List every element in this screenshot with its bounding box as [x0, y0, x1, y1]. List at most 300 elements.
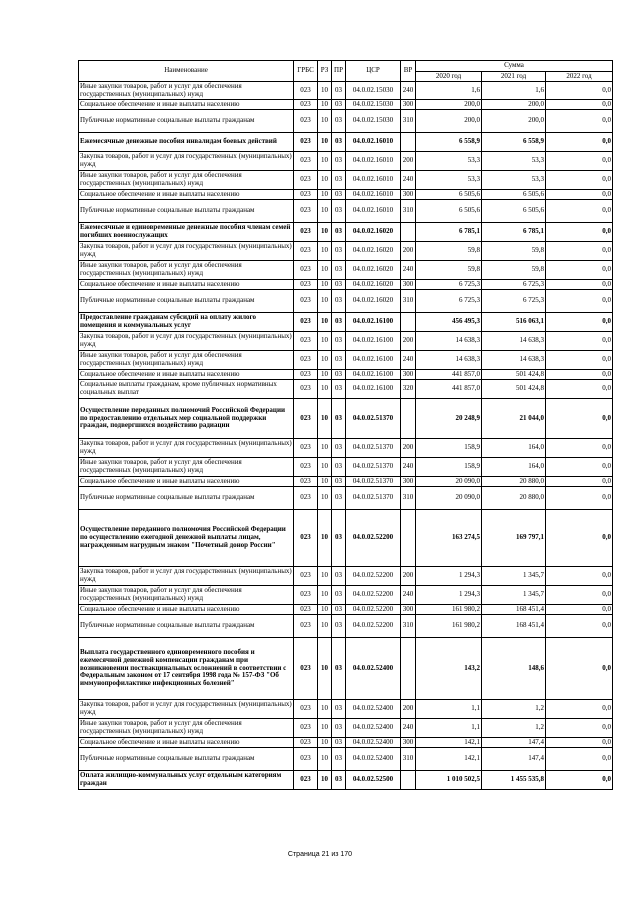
budget-table: [78, 60, 613, 790]
cell-name: Публичные нормативные социальные выплаты гражданам: [79, 110, 294, 133]
cell-vr: 240: [401, 82, 416, 100]
cell-vr: [401, 313, 416, 332]
cell-csr: 04.0.02.16020: [346, 280, 401, 290]
cell-csr: 04.0.02.52200: [346, 586, 401, 605]
cell-csr: 04.0.02.16100: [346, 332, 401, 351]
cell-vr: 240: [401, 719, 416, 738]
cell-pr: 03: [332, 351, 346, 370]
cell-rz: 10: [318, 510, 332, 567]
cell-vr: 310: [401, 110, 416, 133]
cell-2022: 0,0: [546, 771, 613, 790]
cell-name: Публичные нормативные социальные выплаты гражданам: [79, 487, 294, 510]
cell-csr: 04.0.02.16010: [346, 152, 401, 171]
table-row: [79, 370, 613, 380]
cell-2022: 0,0: [546, 261, 613, 280]
cell-rz: 10: [318, 370, 332, 380]
cell-grbs: 023: [294, 200, 318, 223]
cell-2020: 6 725,3: [416, 280, 482, 290]
cell-grbs: 023: [294, 567, 318, 586]
table-row: [79, 738, 613, 748]
table-row: [79, 700, 613, 719]
cell-2021: 59,8: [482, 261, 546, 280]
cell-pr: 03: [332, 223, 346, 242]
cell-name: Социальные выплаты гражданам, кроме публичных нормативных социальных выплат: [79, 380, 294, 399]
cell-2022: 0,0: [546, 223, 613, 242]
cell-csr: 04.0.02.16020: [346, 223, 401, 242]
cell-pr: 03: [332, 439, 346, 458]
cell-2022: 0,0: [546, 100, 613, 110]
cell-vr: 310: [401, 290, 416, 313]
table-row: [79, 567, 613, 586]
cell-2020: 161 980,2: [416, 605, 482, 615]
cell-pr: 03: [332, 567, 346, 586]
cell-name: Ежемесячные и единовременные денежные пособия членам семей погибших военнослужащих: [79, 223, 294, 242]
cell-2020: 59,8: [416, 261, 482, 280]
cell-name: Закупка товаров, работ и услуг для государственных (муниципальных) нужд: [79, 242, 294, 261]
cell-name: Иные закупки товаров, работ и услуг для обеспечения государственных (муниципальных) нужд: [79, 351, 294, 370]
cell-name: Иные закупки товаров, работ и услуг для обеспечения государственных (муниципальных) нужд: [79, 82, 294, 100]
cell-grbs: 023: [294, 351, 318, 370]
cell-pr: 03: [332, 586, 346, 605]
cell-vr: 310: [401, 615, 416, 638]
cell-2021: 21 044,0: [482, 399, 546, 439]
cell-2020: 158,9: [416, 458, 482, 477]
header-vr: ВР: [401, 61, 416, 82]
table-body: [79, 82, 613, 790]
table-row: [79, 510, 613, 567]
cell-vr: 200: [401, 567, 416, 586]
cell-vr: 310: [401, 487, 416, 510]
cell-pr: 03: [332, 615, 346, 638]
table-row: [79, 439, 613, 458]
cell-pr: 03: [332, 458, 346, 477]
cell-vr: 200: [401, 700, 416, 719]
cell-vr: [401, 399, 416, 439]
cell-csr: 04.0.02.52400: [346, 738, 401, 748]
cell-csr: 04.0.02.16020: [346, 290, 401, 313]
cell-csr: 04.0.02.52400: [346, 748, 401, 771]
cell-pr: 03: [332, 133, 346, 152]
cell-rz: 10: [318, 82, 332, 100]
cell-rz: 10: [318, 171, 332, 190]
cell-2022: 0,0: [546, 719, 613, 738]
cell-2021: 501 424,8: [482, 370, 546, 380]
cell-name: Осуществление переданного полномочия Российской Федерации по осуществлению ежегодной денежной выплаты лицам, награжденным нагрудным знаком "Почетный донор России": [79, 510, 294, 567]
cell-rz: 10: [318, 567, 332, 586]
cell-2020: 1 010 502,5: [416, 771, 482, 790]
cell-name: Публичные нормативные социальные выплаты гражданам: [79, 200, 294, 223]
cell-pr: 03: [332, 700, 346, 719]
cell-rz: 10: [318, 738, 332, 748]
cell-2022: 0,0: [546, 439, 613, 458]
cell-2020: 1,6: [416, 82, 482, 100]
cell-2022: 0,0: [546, 380, 613, 399]
cell-2022: 0,0: [546, 190, 613, 200]
table-row: [79, 82, 613, 100]
cell-pr: 03: [332, 487, 346, 510]
cell-2021: 6 725,3: [482, 290, 546, 313]
cell-rz: 10: [318, 700, 332, 719]
cell-2022: 0,0: [546, 615, 613, 638]
cell-grbs: 023: [294, 477, 318, 487]
cell-2021: 1,2: [482, 719, 546, 738]
cell-pr: 03: [332, 110, 346, 133]
cell-2021: 14 638,3: [482, 351, 546, 370]
table-row: [79, 171, 613, 190]
cell-grbs: 023: [294, 399, 318, 439]
cell-2021: 200,0: [482, 100, 546, 110]
cell-grbs: 023: [294, 380, 318, 399]
cell-vr: 200: [401, 439, 416, 458]
cell-name: Закупка товаров, работ и услуг для государственных (муниципальных) нужд: [79, 700, 294, 719]
cell-2020: 20 090,0: [416, 487, 482, 510]
table-header: [79, 61, 613, 82]
cell-2022: 0,0: [546, 280, 613, 290]
cell-vr: 320: [401, 380, 416, 399]
table-row: [79, 261, 613, 280]
cell-2022: 0,0: [546, 351, 613, 370]
cell-2022: 0,0: [546, 567, 613, 586]
cell-vr: [401, 510, 416, 567]
cell-name: Публичные нормативные социальные выплаты гражданам: [79, 290, 294, 313]
cell-2021: 168 451,4: [482, 615, 546, 638]
cell-2022: 0,0: [546, 332, 613, 351]
cell-rz: 10: [318, 290, 332, 313]
header-rz: РЗ: [318, 61, 332, 82]
cell-name: Публичные нормативные социальные выплаты гражданам: [79, 615, 294, 638]
cell-pr: 03: [332, 605, 346, 615]
cell-grbs: 023: [294, 458, 318, 477]
cell-csr: 04.0.02.16020: [346, 242, 401, 261]
cell-csr: 04.0.02.16100: [346, 370, 401, 380]
cell-2022: 0,0: [546, 700, 613, 719]
cell-csr: 04.0.02.16010: [346, 133, 401, 152]
cell-vr: 300: [401, 100, 416, 110]
table-row: [79, 351, 613, 370]
cell-pr: 03: [332, 748, 346, 771]
cell-vr: 310: [401, 200, 416, 223]
cell-2020: 14 638,3: [416, 351, 482, 370]
cell-name: Закупка товаров, работ и услуг для государственных (муниципальных) нужд: [79, 567, 294, 586]
cell-rz: 10: [318, 313, 332, 332]
cell-csr: 04.0.02.15030: [346, 82, 401, 100]
table-row: [79, 190, 613, 200]
table-row: [79, 100, 613, 110]
cell-grbs: 023: [294, 738, 318, 748]
cell-2021: 1,6: [482, 82, 546, 100]
cell-rz: 10: [318, 190, 332, 200]
cell-pr: 03: [332, 399, 346, 439]
cell-name: Публичные нормативные социальные выплаты гражданам: [79, 748, 294, 771]
cell-2020: 161 980,2: [416, 615, 482, 638]
cell-csr: 04.0.02.52400: [346, 638, 401, 700]
cell-csr: 04.0.02.51370: [346, 439, 401, 458]
cell-2020: 20 090,0: [416, 477, 482, 487]
cell-csr: 04.0.02.51370: [346, 458, 401, 477]
cell-vr: [401, 223, 416, 242]
cell-rz: 10: [318, 152, 332, 171]
cell-rz: 10: [318, 458, 332, 477]
cell-2020: 6 505,6: [416, 200, 482, 223]
cell-csr: 04.0.02.52500: [346, 771, 401, 790]
table-row: [79, 380, 613, 399]
cell-2021: 59,8: [482, 242, 546, 261]
cell-name: Социальное обеспечение и иные выплаты населению: [79, 100, 294, 110]
cell-csr: 04.0.02.52400: [346, 719, 401, 738]
cell-pr: 03: [332, 370, 346, 380]
cell-vr: 200: [401, 152, 416, 171]
cell-grbs: 023: [294, 332, 318, 351]
cell-csr: 04.0.02.16100: [346, 351, 401, 370]
cell-grbs: 023: [294, 439, 318, 458]
cell-2022: 0,0: [546, 605, 613, 615]
cell-grbs: 023: [294, 152, 318, 171]
page-number: Страница 21 из 170: [287, 851, 353, 858]
cell-2021: 1 455 535,8: [482, 771, 546, 790]
table-row: [79, 242, 613, 261]
cell-rz: 10: [318, 133, 332, 152]
cell-grbs: 023: [294, 290, 318, 313]
cell-name: Иные закупки товаров, работ и услуг для обеспечения государственных (муниципальных) нужд: [79, 586, 294, 605]
cell-name: Социальное обеспечение и иные выплаты населению: [79, 280, 294, 290]
header-2022: 2022 год: [546, 72, 613, 82]
cell-2022: 0,0: [546, 242, 613, 261]
cell-2022: 0,0: [546, 477, 613, 487]
table-row: [79, 223, 613, 242]
cell-2020: 6 505,6: [416, 190, 482, 200]
cell-rz: 10: [318, 477, 332, 487]
cell-vr: 240: [401, 261, 416, 280]
cell-rz: 10: [318, 332, 332, 351]
cell-rz: 10: [318, 439, 332, 458]
table-row: [79, 487, 613, 510]
cell-grbs: 023: [294, 171, 318, 190]
cell-pr: 03: [332, 171, 346, 190]
cell-2021: 168 451,4: [482, 605, 546, 615]
cell-2020: 6 558,9: [416, 133, 482, 152]
cell-pr: 03: [332, 100, 346, 110]
cell-2022: 0,0: [546, 748, 613, 771]
cell-rz: 10: [318, 586, 332, 605]
cell-rz: 10: [318, 771, 332, 790]
cell-vr: [401, 133, 416, 152]
cell-2022: 0,0: [546, 82, 613, 100]
header-2020: 2020 год: [416, 72, 482, 82]
cell-name: Иные закупки товаров, работ и услуг для обеспечения государственных (муниципальных) нужд: [79, 261, 294, 280]
cell-rz: 10: [318, 487, 332, 510]
cell-pr: 03: [332, 190, 346, 200]
cell-csr: 04.0.02.15030: [346, 110, 401, 133]
cell-grbs: 023: [294, 261, 318, 280]
cell-2020: 1 294,3: [416, 586, 482, 605]
cell-2020: 142,1: [416, 748, 482, 771]
cell-vr: 310: [401, 748, 416, 771]
cell-rz: 10: [318, 242, 332, 261]
table-row: [79, 110, 613, 133]
cell-rz: 10: [318, 351, 332, 370]
cell-csr: 04.0.02.52400: [346, 700, 401, 719]
cell-name: Иные закупки товаров, работ и услуг для обеспечения государственных (муниципальных) нужд: [79, 458, 294, 477]
table-row: [79, 200, 613, 223]
cell-2020: 441 857,0: [416, 380, 482, 399]
cell-2020: 1,1: [416, 700, 482, 719]
header-sum: Сумма: [416, 61, 613, 72]
cell-grbs: 023: [294, 748, 318, 771]
cell-name: Иные закупки товаров, работ и услуг для обеспечения государственных (муниципальных) нужд: [79, 719, 294, 738]
cell-rz: 10: [318, 719, 332, 738]
cell-grbs: 023: [294, 370, 318, 380]
cell-pr: 03: [332, 638, 346, 700]
cell-2022: 0,0: [546, 171, 613, 190]
cell-name: Иные закупки товаров, работ и услуг для обеспечения государственных (муниципальных) нужд: [79, 171, 294, 190]
cell-2020: 163 274,5: [416, 510, 482, 567]
cell-grbs: 023: [294, 719, 318, 738]
cell-2021: 20 880,0: [482, 487, 546, 510]
table-row: [79, 332, 613, 351]
cell-2020: 158,9: [416, 439, 482, 458]
cell-name: Закупка товаров, работ и услуг для государственных (муниципальных) нужд: [79, 152, 294, 171]
cell-pr: 03: [332, 200, 346, 223]
cell-vr: [401, 771, 416, 790]
cell-2021: 200,0: [482, 110, 546, 133]
cell-2020: 441 857,0: [416, 370, 482, 380]
table-row: [79, 605, 613, 615]
cell-grbs: 023: [294, 605, 318, 615]
cell-grbs: 023: [294, 700, 318, 719]
cell-vr: 240: [401, 351, 416, 370]
cell-2020: 142,1: [416, 738, 482, 748]
cell-2021: 6 558,9: [482, 133, 546, 152]
table-row: [79, 638, 613, 700]
cell-vr: 300: [401, 477, 416, 487]
cell-2021: 14 638,3: [482, 332, 546, 351]
cell-2020: 200,0: [416, 110, 482, 133]
cell-pr: 03: [332, 261, 346, 280]
cell-2022: 0,0: [546, 586, 613, 605]
cell-grbs: 023: [294, 223, 318, 242]
cell-csr: 04.0.02.52200: [346, 567, 401, 586]
cell-name: Ежемесячные денежные пособия инвалидам боевых действий: [79, 133, 294, 152]
header-name: Наименование: [79, 61, 294, 82]
cell-pr: 03: [332, 242, 346, 261]
cell-2020: 59,8: [416, 242, 482, 261]
cell-vr: 240: [401, 458, 416, 477]
cell-grbs: 023: [294, 110, 318, 133]
cell-vr: 200: [401, 332, 416, 351]
cell-csr: 04.0.02.51370: [346, 487, 401, 510]
cell-pr: 03: [332, 152, 346, 171]
cell-2021: 1 345,7: [482, 567, 546, 586]
cell-2021: 1,2: [482, 700, 546, 719]
cell-csr: 04.0.02.16100: [346, 313, 401, 332]
cell-2022: 0,0: [546, 638, 613, 700]
cell-csr: 04.0.02.52200: [346, 605, 401, 615]
cell-2022: 0,0: [546, 290, 613, 313]
cell-grbs: 023: [294, 242, 318, 261]
cell-pr: 03: [332, 290, 346, 313]
cell-2020: 200,0: [416, 100, 482, 110]
cell-2021: 147,4: [482, 748, 546, 771]
cell-grbs: 023: [294, 190, 318, 200]
cell-vr: 300: [401, 190, 416, 200]
cell-2020: 6 785,1: [416, 223, 482, 242]
cell-2021: 516 063,1: [482, 313, 546, 332]
cell-csr: 04.0.02.52200: [346, 615, 401, 638]
header-grbs: ГРБС: [294, 61, 318, 82]
header-pr: ПР: [332, 61, 346, 82]
cell-pr: 03: [332, 82, 346, 100]
cell-csr: 04.0.02.51370: [346, 477, 401, 487]
cell-vr: [401, 638, 416, 700]
table-row: [79, 399, 613, 439]
cell-2021: 6 725,3: [482, 280, 546, 290]
cell-2020: 20 248,9: [416, 399, 482, 439]
cell-2022: 0,0: [546, 152, 613, 171]
cell-rz: 10: [318, 110, 332, 133]
cell-grbs: 023: [294, 133, 318, 152]
cell-2022: 0,0: [546, 313, 613, 332]
cell-vr: 200: [401, 242, 416, 261]
cell-rz: 10: [318, 605, 332, 615]
cell-pr: 03: [332, 280, 346, 290]
cell-vr: 240: [401, 171, 416, 190]
cell-grbs: 023: [294, 82, 318, 100]
table-row: [79, 771, 613, 790]
cell-pr: 03: [332, 771, 346, 790]
cell-vr: 300: [401, 280, 416, 290]
cell-2021: 6 505,6: [482, 200, 546, 223]
cell-2022: 0,0: [546, 370, 613, 380]
table-row: [79, 615, 613, 638]
cell-2020: 143,2: [416, 638, 482, 700]
cell-vr: 300: [401, 370, 416, 380]
cell-rz: 10: [318, 638, 332, 700]
cell-pr: 03: [332, 332, 346, 351]
cell-2020: 1 294,3: [416, 567, 482, 586]
cell-csr: 04.0.02.16010: [346, 200, 401, 223]
cell-2021: 53,3: [482, 152, 546, 171]
cell-2022: 0,0: [546, 110, 613, 133]
cell-2020: 14 638,3: [416, 332, 482, 351]
cell-pr: 03: [332, 510, 346, 567]
cell-rz: 10: [318, 261, 332, 280]
cell-2021: 6 505,6: [482, 190, 546, 200]
cell-csr: 04.0.02.52200: [346, 510, 401, 567]
cell-grbs: 023: [294, 510, 318, 567]
cell-2021: 169 797,1: [482, 510, 546, 567]
cell-rz: 10: [318, 280, 332, 290]
cell-pr: 03: [332, 719, 346, 738]
cell-rz: 10: [318, 100, 332, 110]
cell-2020: 1,1: [416, 719, 482, 738]
cell-2021: 164,0: [482, 439, 546, 458]
cell-2020: 53,3: [416, 171, 482, 190]
table-row: [79, 290, 613, 313]
cell-grbs: 023: [294, 313, 318, 332]
cell-pr: 03: [332, 477, 346, 487]
cell-rz: 10: [318, 615, 332, 638]
table-row: [79, 313, 613, 332]
cell-rz: 10: [318, 223, 332, 242]
cell-pr: 03: [332, 380, 346, 399]
cell-2022: 0,0: [546, 200, 613, 223]
cell-grbs: 023: [294, 771, 318, 790]
cell-csr: 04.0.02.51370: [346, 399, 401, 439]
cell-name: Закупка товаров, работ и услуг для государственных (муниципальных) нужд: [79, 332, 294, 351]
cell-csr: 04.0.02.15030: [346, 100, 401, 110]
cell-2021: 6 785,1: [482, 223, 546, 242]
cell-2021: 164,0: [482, 458, 546, 477]
